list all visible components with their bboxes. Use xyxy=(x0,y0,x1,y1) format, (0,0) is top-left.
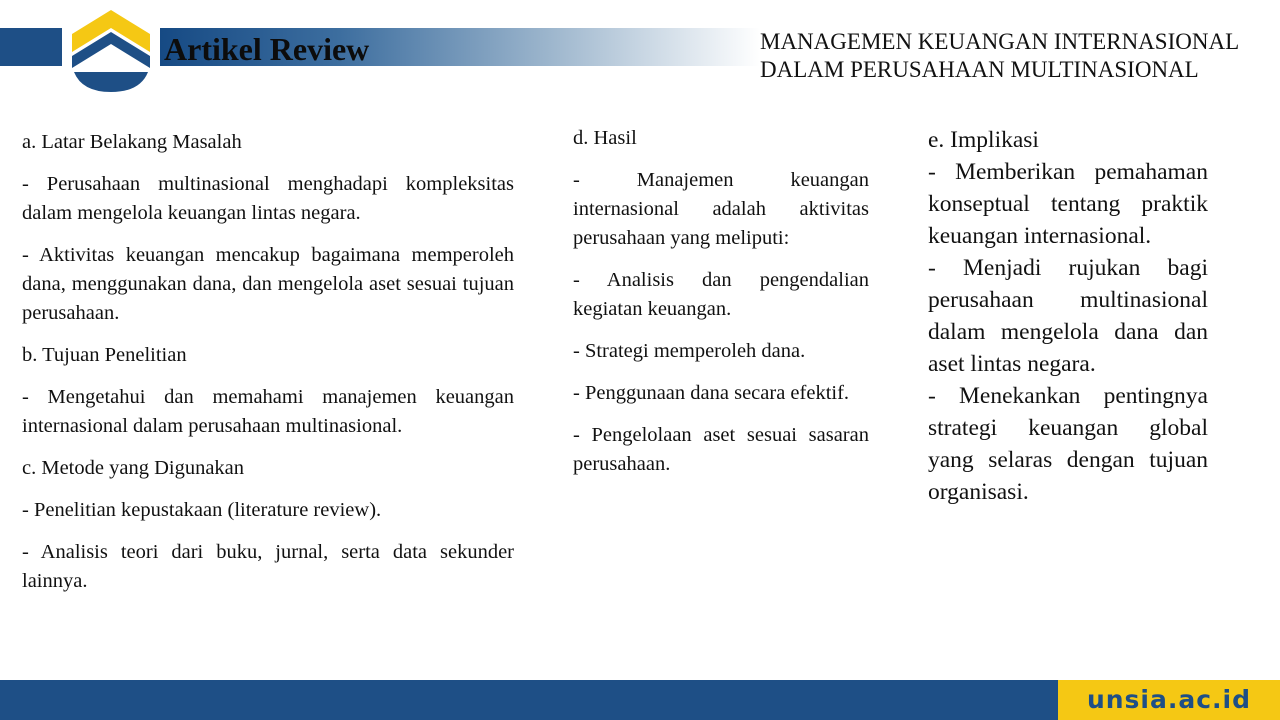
header-band-left xyxy=(0,28,62,66)
unsia-logo-icon xyxy=(66,6,156,96)
column-left xyxy=(22,128,514,596)
bullet-paragraph: - Analisis teori dari buku, jurnal, serta data sekunder lainnya. xyxy=(22,541,514,592)
section-heading-tujuan: b. Tujuan Penelitian xyxy=(22,344,187,366)
section-heading-hasil: d. Hasil xyxy=(573,127,637,149)
bullet-paragraph: - Menekankan pentingnya strategi keuangan global yang selaras dengan tujuan organisasi. xyxy=(928,383,1208,505)
bullet-paragraph: - Penelitian kepustakaan (literature review). xyxy=(22,499,382,521)
bullet-paragraph: - Perusahaan multinasional menghadapi kompleksitas dalam mengelola keuangan lintas negara. xyxy=(22,173,514,224)
bullet-paragraph: - Analisis dan pengendalian kegiatan keuangan. xyxy=(573,269,869,320)
article-title-line-1: MANAGEMEN KEUANGAN INTERNASIONAL xyxy=(760,29,1240,54)
bullet-paragraph: - Penggunaan dana secara efektif. xyxy=(573,382,850,404)
slide-title: Artikel Review xyxy=(164,31,370,67)
bullet-paragraph: - Memberikan pemahaman konseptual tentang praktik keuangan internasional. xyxy=(928,159,1208,249)
bullet-paragraph: - Mengetahui dan memahami manajemen keuangan internasional dalam perusahaan multinasional. xyxy=(22,386,514,437)
footer-website: unsia.ac.id xyxy=(1058,680,1280,720)
bullet-paragraph: - Strategi memperoleh dana. xyxy=(573,340,806,362)
section-heading-implikasi: e. Implikasi xyxy=(928,127,1039,153)
section-heading-latar-belakang: a. Latar Belakang Masalah xyxy=(22,131,242,153)
column-middle xyxy=(573,124,869,479)
bullet-paragraph: - Pengelolaan aset sesuai sasaran perusahaan. xyxy=(573,424,869,475)
section-heading-metode: c. Metode yang Digunakan xyxy=(22,457,245,479)
article-title xyxy=(760,28,1270,84)
column-right xyxy=(928,124,1208,508)
article-title-line-2: DALAM PERUSAHAAN MULTINASIONAL xyxy=(760,57,1199,82)
bullet-paragraph: - Manajemen keuangan internasional adalah aktivitas perusahaan yang meliputi: xyxy=(573,169,869,249)
bullet-paragraph: - Aktivitas keuangan mencakup bagaimana memperoleh dana, menggunakan dana, dan mengelola aset sesuai tujuan perusahaan. xyxy=(22,244,514,324)
bullet-paragraph: - Menjadi rujukan bagi perusahaan multinasional dalam mengelola dana dan aset lintas negara. xyxy=(928,255,1208,377)
